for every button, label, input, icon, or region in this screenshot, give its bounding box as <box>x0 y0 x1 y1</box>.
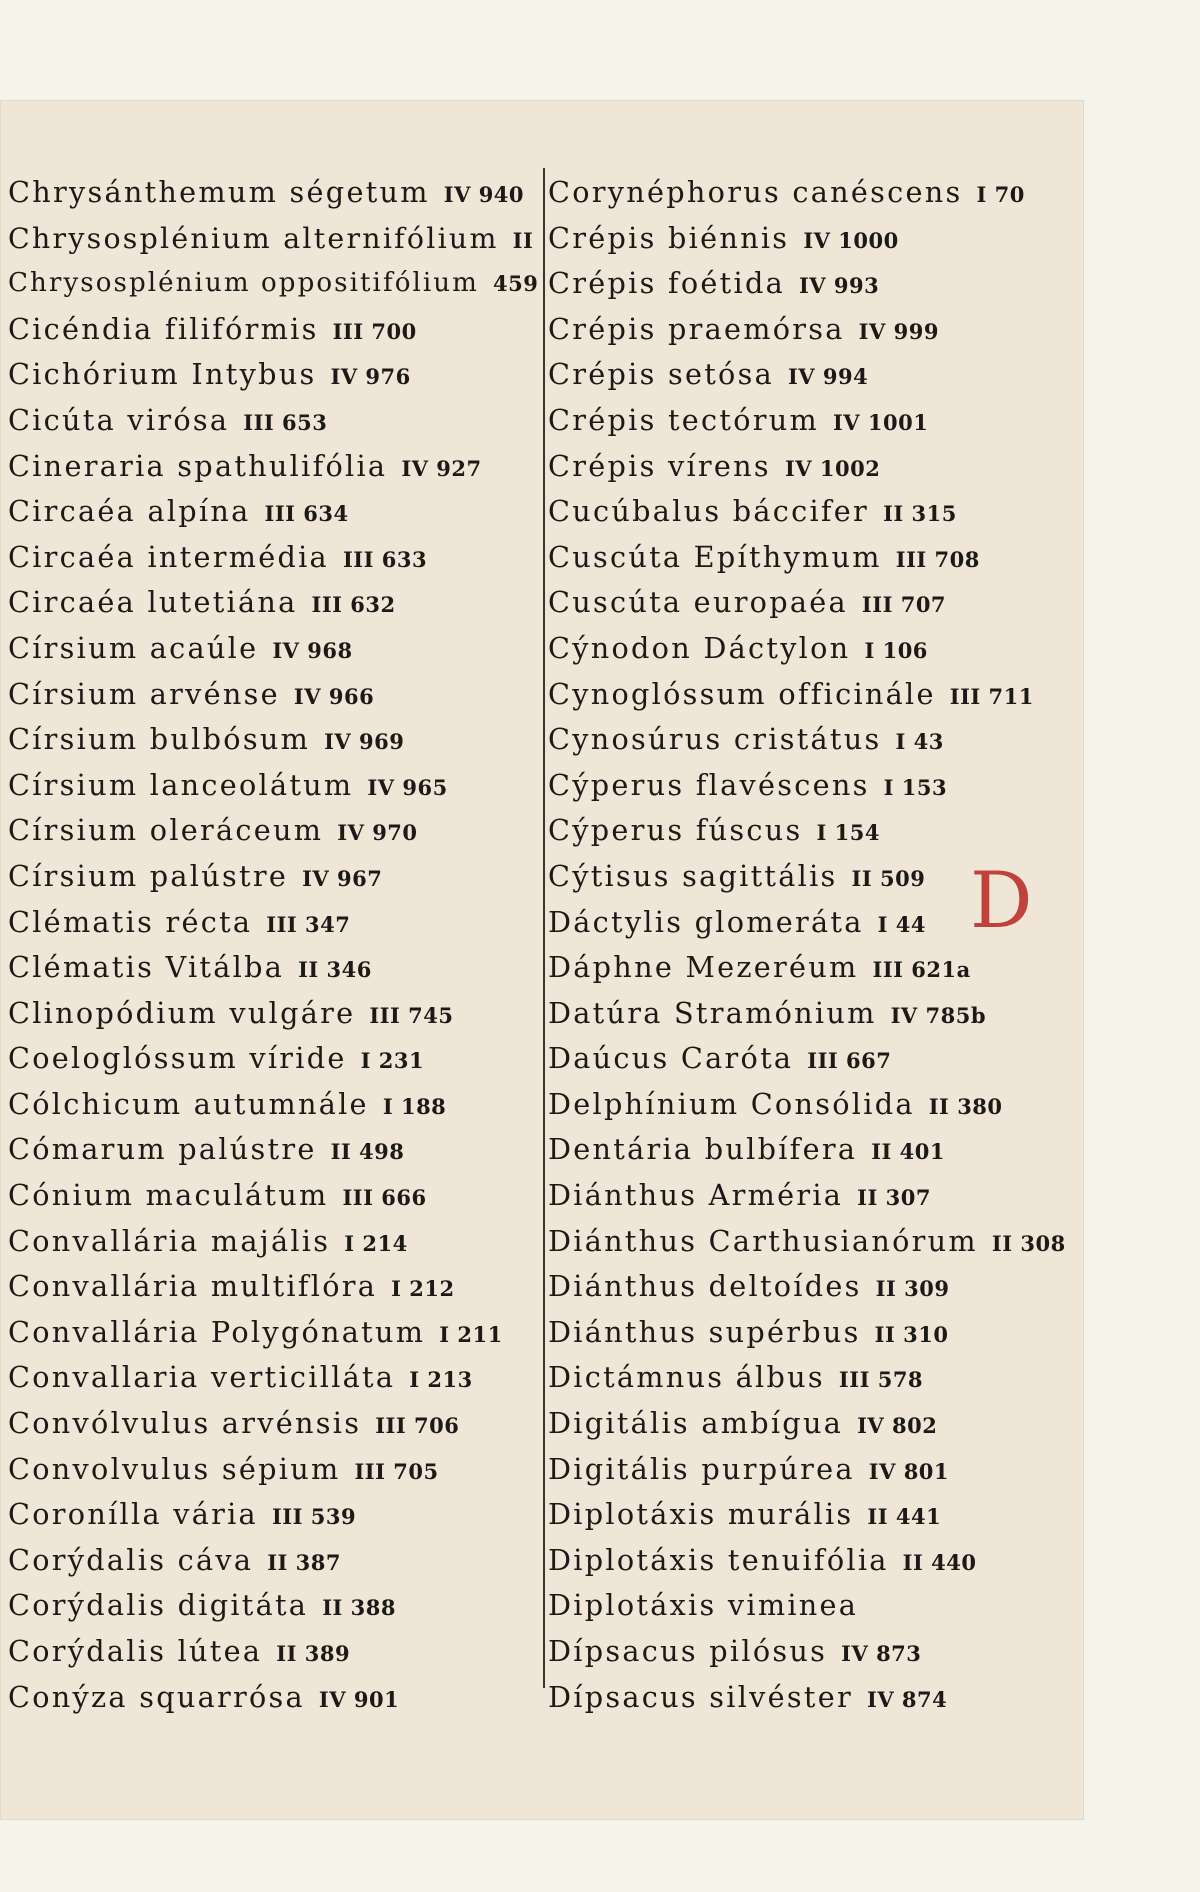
volume-page-ref: IV 1002 <box>784 455 881 481</box>
volume-page-ref: III 707 <box>861 592 947 618</box>
volume-page-ref: IV 940 <box>443 182 525 207</box>
index-entry <box>8 1219 538 1265</box>
volume-page-ref: I 188 <box>382 1093 447 1119</box>
index-entry <box>8 1264 538 1310</box>
index-entry <box>548 1538 1078 1584</box>
index-entry <box>8 1675 538 1721</box>
index-entry <box>8 945 538 991</box>
index-entry <box>8 1355 538 1401</box>
species-name: Dáphne Mezeréum <box>548 950 859 985</box>
index-entry <box>8 352 538 398</box>
species-name: Cicéndia filifórmis <box>8 311 319 346</box>
volume-page-ref: III 667 <box>807 1048 892 1074</box>
index-entry <box>548 444 1078 490</box>
species-name: Círsium bulbósum <box>8 722 311 757</box>
species-name: Cýperus fúscus <box>548 813 803 848</box>
volume-page-ref: I 70 <box>976 182 1025 207</box>
index-entry <box>548 352 1078 398</box>
volume-page-ref: II 440 <box>902 1549 977 1575</box>
volume-page-ref: III 578 <box>838 1367 924 1393</box>
volume-page-ref: I 154 <box>816 820 881 846</box>
volume-page-ref: III 705 <box>354 1458 439 1484</box>
species-name: Diplotáxis tenuifólia <box>548 1542 889 1577</box>
index-entry <box>8 763 538 809</box>
volume-page-ref: IV 785b <box>890 1002 987 1028</box>
index-entry <box>548 1675 1078 1721</box>
species-name: Cynoglóssum officinále <box>548 676 936 711</box>
index-entry <box>548 991 1078 1037</box>
volume-page-ref: III 347 <box>266 911 351 937</box>
species-name: Diánthus Arméria <box>548 1178 844 1213</box>
volume-page-ref: IV 993 <box>798 273 880 299</box>
index-entry <box>548 672 1078 718</box>
species-name: Corynéphorus canéscens <box>548 175 963 209</box>
species-name: Círsium acaúle <box>8 630 259 665</box>
species-name: Círsium lanceolátum <box>8 767 354 802</box>
index-entry <box>8 1401 538 1447</box>
index-entry <box>548 1219 1078 1265</box>
volume-page-ref: IV 999 <box>858 318 939 344</box>
index-entry <box>8 991 538 1037</box>
column-divider <box>543 168 545 1688</box>
volume-page-ref: I 213 <box>409 1367 473 1393</box>
index-entry <box>8 535 538 581</box>
volume-page-ref: II 308 <box>991 1230 1066 1256</box>
volume-page-ref: III 706 <box>375 1413 460 1439</box>
volume-page-ref: II 309 <box>875 1276 950 1302</box>
index-entry <box>548 1629 1078 1675</box>
index-entry <box>8 1173 538 1219</box>
species-name: Clématis récta <box>8 904 253 939</box>
species-name: Dictámnus álbus <box>548 1360 825 1395</box>
volume-page-ref: IV 967 <box>302 865 383 891</box>
species-name: Diánthus deltoídes <box>548 1269 862 1304</box>
index-entry <box>8 1447 538 1493</box>
index-entry <box>548 1447 1078 1493</box>
volume-page-ref: III 700 <box>332 318 417 344</box>
index-entry <box>8 808 538 854</box>
volume-page-ref: III 745 <box>369 1002 454 1028</box>
species-name: Circaéa intermédia <box>8 539 329 574</box>
species-name: Digitális ambígua <box>548 1406 844 1441</box>
index-entry <box>548 580 1078 626</box>
species-name: Crépis biénnis <box>548 220 790 255</box>
index-entry <box>8 1538 538 1584</box>
species-name: Convólvulus arvénsis <box>8 1406 362 1441</box>
volume-page-ref: II 307 <box>857 1185 931 1211</box>
species-name: Convallária majális <box>8 1223 331 1258</box>
volume-page-ref: II 388 <box>322 1595 396 1621</box>
index-entry <box>8 1310 538 1356</box>
index-entry <box>548 626 1078 672</box>
species-name: Clématis Vitálba <box>8 950 285 985</box>
index-entry <box>548 1310 1078 1356</box>
species-name: Círsium oleráceum <box>8 813 324 848</box>
volume-page-ref: II 346 <box>298 957 372 983</box>
species-name: Cýtisus sagittális <box>548 858 838 893</box>
index-entry <box>8 489 538 535</box>
volume-page-ref: IV 927 <box>401 455 482 481</box>
index-entry <box>548 1173 1078 1219</box>
index-entry <box>548 1127 1078 1173</box>
volume-page-ref: II 401 <box>871 1139 945 1165</box>
volume-page-ref: II 387 <box>267 1549 341 1575</box>
species-name: Convallária Polygónatum <box>8 1314 426 1349</box>
volume-page-ref: I 231 <box>360 1048 425 1074</box>
index-entry <box>8 398 538 444</box>
species-name: Cuscúta Epíthymum <box>548 539 882 574</box>
species-name: Digitális purpúrea <box>548 1451 855 1486</box>
species-name: Diplotáxis viminea <box>548 1588 859 1623</box>
species-name: Cólchicum autumnále <box>8 1086 369 1121</box>
index-entry <box>8 444 538 490</box>
index-entry <box>548 717 1078 763</box>
species-name: Crépis setósa <box>548 357 774 392</box>
volume-page-ref: 459 <box>493 271 539 297</box>
species-name: Dípsacus pilósus <box>548 1634 828 1668</box>
volume-page-ref: IV 965 <box>367 774 448 800</box>
volume-page-ref: III 539 <box>271 1504 357 1530</box>
index-entry <box>548 535 1078 581</box>
species-name: Crépis tectórum <box>548 402 819 437</box>
volume-page-ref: III 711 <box>949 683 1034 709</box>
volume-page-ref: I 106 <box>864 637 928 663</box>
index-entry <box>548 398 1078 444</box>
species-name: Delphínium Consólida <box>548 1086 915 1121</box>
volume-page-ref: IV 873 <box>841 1641 922 1666</box>
species-name: Cónium maculátum <box>8 1178 329 1213</box>
volume-page-ref: II 498 <box>330 1139 405 1165</box>
index-entry <box>548 1355 1078 1401</box>
index-entry <box>8 1583 538 1629</box>
species-name: Chrysosplénium oppositifólium <box>8 268 479 299</box>
species-name: Diánthus supérbus <box>548 1314 861 1349</box>
index-entry <box>8 1492 538 1538</box>
species-name: Corýdalis digitáta <box>8 1588 309 1623</box>
volume-page-ref: IV 802 <box>857 1413 938 1439</box>
species-name: Coronílla vária <box>8 1497 258 1532</box>
volume-page-ref: II 509 <box>851 865 926 891</box>
volume-page-ref: I 44 <box>877 911 926 937</box>
index-entry <box>548 1264 1078 1310</box>
volume-page-ref: IV 966 <box>293 683 375 709</box>
volume-page-ref: II 441 <box>867 1504 942 1530</box>
species-name: Clinopódium vulgáre <box>8 995 356 1030</box>
index-entry <box>548 1082 1078 1128</box>
species-name: Dáctylis glomeráta <box>548 904 864 939</box>
index-entry <box>8 626 538 672</box>
species-name: Conýza squarrósa <box>8 1679 305 1714</box>
species-name: Diánthus Carthusianórum <box>548 1223 978 1258</box>
species-name: Crépis foétida <box>548 266 785 301</box>
index-entry <box>8 580 538 626</box>
species-name: Chrysánthemum ségetum <box>8 175 430 209</box>
species-name: Dípsacus silvéster <box>548 1679 853 1714</box>
volume-page-ref: I 211 <box>439 1321 503 1347</box>
species-name: Círsium arvénse <box>8 676 280 711</box>
index-entry <box>548 945 1078 991</box>
volume-page-ref: IV 970 <box>337 820 418 846</box>
species-name: Cicúta virósa <box>8 402 230 437</box>
volume-page-ref: II 310 <box>874 1321 949 1347</box>
index-entry <box>548 261 1078 307</box>
species-name: Diplotáxis murális <box>548 1497 854 1532</box>
index-entry <box>548 489 1078 535</box>
species-name: Dentária bulbífera <box>548 1132 858 1167</box>
index-entry <box>8 1127 538 1173</box>
volume-page-ref: III 621a <box>872 957 971 983</box>
rubric-letter: D <box>970 856 1033 946</box>
volume-page-ref: IV 969 <box>324 729 405 755</box>
index-entry <box>548 808 1078 854</box>
volume-page-ref: II <box>512 227 534 253</box>
index-entry <box>8 672 538 718</box>
volume-page-ref: III 708 <box>895 546 980 572</box>
species-name: Crépis vírens <box>548 448 771 483</box>
species-name: Cómarum palústre <box>8 1132 317 1167</box>
left-column <box>8 170 538 1720</box>
species-name: Cineraria spathulifólia <box>8 448 388 483</box>
index-entry <box>8 261 538 307</box>
volume-page-ref: II 315 <box>883 501 957 527</box>
species-name: Corýdalis cáva <box>8 1542 254 1577</box>
volume-page-ref: III 666 <box>342 1185 427 1211</box>
index-entry <box>8 170 538 216</box>
species-name: Cýnodon Dáctylon <box>548 630 851 665</box>
index-entry <box>8 1036 538 1082</box>
index-entry <box>548 1583 1078 1629</box>
volume-page-ref: IV 968 <box>272 637 353 663</box>
volume-page-ref: III 633 <box>342 546 428 572</box>
volume-page-ref: II 389 <box>276 1641 351 1666</box>
volume-page-ref: I 153 <box>883 774 948 800</box>
species-name: Datúra Stramónium <box>548 995 877 1030</box>
volume-page-ref: I 43 <box>895 729 944 755</box>
index-entry <box>8 1082 538 1128</box>
index-entry <box>548 307 1078 353</box>
volume-page-ref: II 380 <box>928 1093 1003 1119</box>
index-entry <box>548 763 1078 809</box>
index-entry <box>8 900 538 946</box>
species-name: Cýperus flavéscens <box>548 767 870 802</box>
species-name: Crépis praemórsa <box>548 311 845 346</box>
volume-page-ref: IV 994 <box>787 364 869 390</box>
index-entry <box>548 1401 1078 1447</box>
index-entry <box>548 216 1078 262</box>
species-name: Circaéa lutetiána <box>8 585 298 620</box>
species-name: Daúcus Caróta <box>548 1041 794 1076</box>
volume-page-ref: I 214 <box>344 1230 408 1256</box>
species-name: Convallaria verticilláta <box>8 1360 396 1395</box>
species-name: Convolvulus sépium <box>8 1451 341 1486</box>
species-name: Cynosúrus cristátus <box>548 722 882 757</box>
volume-page-ref: III 634 <box>264 501 349 527</box>
index-entry <box>8 1629 538 1675</box>
index-entry <box>548 1036 1078 1082</box>
index-entry <box>8 307 538 353</box>
species-name: Cichórium Intybus <box>8 357 317 392</box>
volume-page-ref: I 212 <box>391 1276 455 1302</box>
index-entry <box>548 1492 1078 1538</box>
volume-page-ref: IV 801 <box>868 1458 950 1484</box>
volume-page-ref: IV 976 <box>330 364 411 390</box>
species-name: Convallária multiflóra <box>8 1269 378 1304</box>
species-name: Círsium palústre <box>8 858 289 893</box>
species-name: Corýdalis lútea <box>8 1634 263 1668</box>
volume-page-ref: III 632 <box>311 592 396 618</box>
species-name: Circaéa alpína <box>8 494 251 529</box>
species-name: Coeloglóssum víride <box>8 1041 347 1076</box>
volume-page-ref: IV 1001 <box>832 409 929 435</box>
volume-page-ref: III 653 <box>243 409 328 435</box>
volume-page-ref: IV 1000 <box>803 227 899 253</box>
volume-page-ref: IV 901 <box>318 1686 400 1712</box>
index-entry <box>8 216 538 262</box>
index-entry <box>8 854 538 900</box>
species-name: Cucúbalus báccifer <box>548 494 870 529</box>
species-name: Chrysosplénium alternifólium <box>8 221 499 255</box>
volume-page-ref: IV 874 <box>867 1686 948 1712</box>
index-entry <box>8 717 538 763</box>
species-name: Cuscúta europaéa <box>548 585 848 620</box>
index-entry <box>548 170 1078 216</box>
